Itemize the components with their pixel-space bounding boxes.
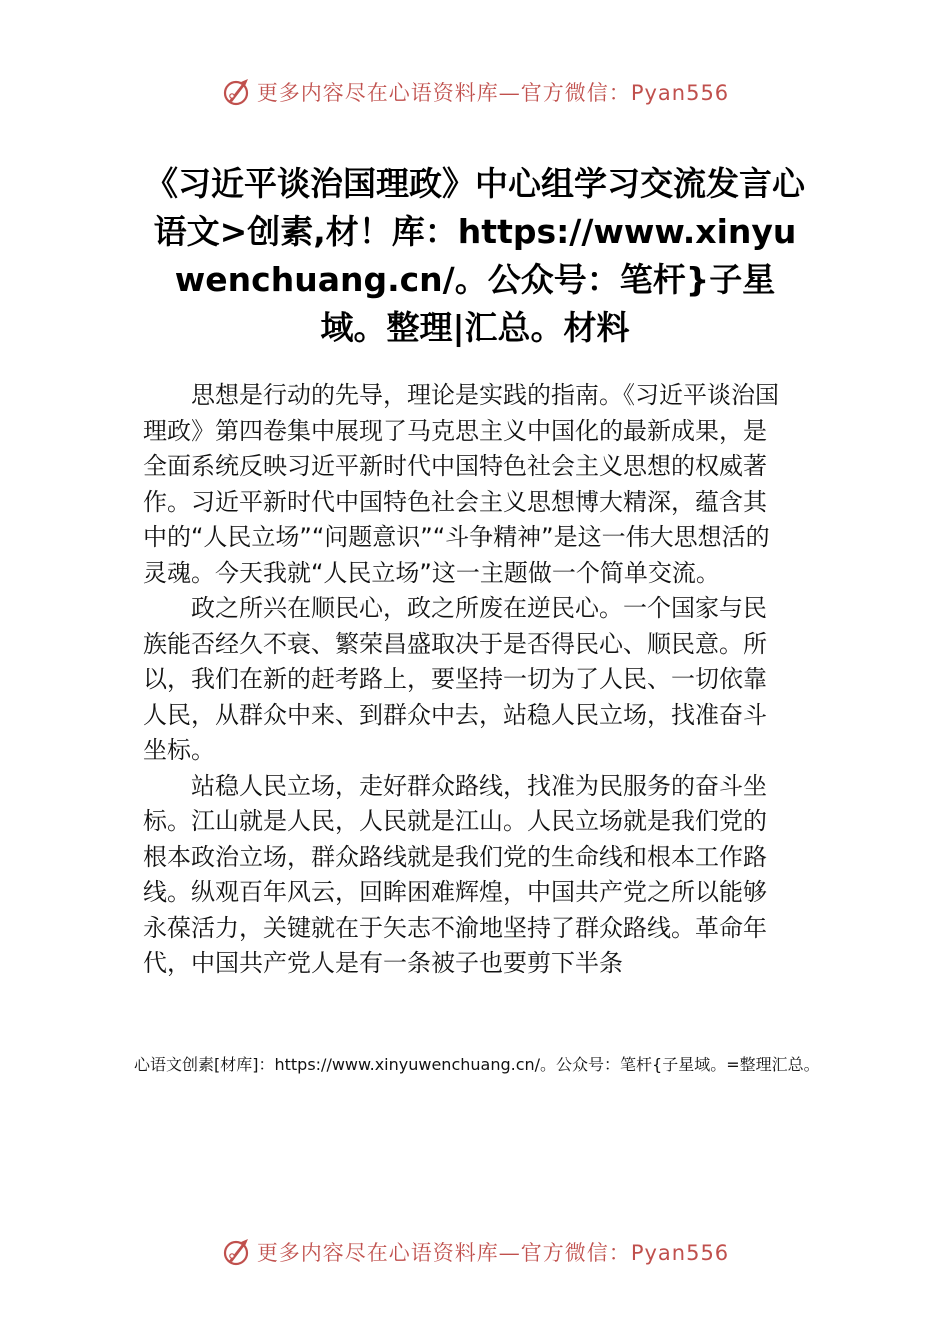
header-banner-text: [257, 77, 729, 107]
footer-banner-text: [257, 1237, 729, 1267]
paragraph: 政之所兴在顺民心，政之所废在逆民心。一个国家与民族能否经久不衰、繁荣昌盛取决于是否得民心、顺民意。所以，我们在新的赶考路上，要坚持一切为了人民、一切依靠人民，从群众中来、到群众中去，站稳人民立场，找准奋斗坐标。: [143, 594, 767, 764]
document-title: 《习近平谈治国理政》中心组学习交流发言心语文>创素,材！库：https://www.xinyuwenchuang.cn/。公众号：笔杆}子星域。整理|汇总。材料: [145, 164, 805, 347]
footer-banner-label: 更多内容尽在心语资料库—官方微信：: [256, 1241, 631, 1265]
header-banner-label: 更多内容尽在心语资料库—官方微信：: [256, 81, 631, 105]
footer-banner: [0, 1232, 950, 1272]
document-body: [143, 378, 785, 982]
footer-wechat-id: Pyan556: [630, 1241, 730, 1265]
paragraph: 思想是行动的先导，理论是实践的指南。《习近平谈治国理政》第四卷集中展现了马克思主义中国化的最新成果，是全面系统反映习近平新时代中国特色社会主义思想的权威著作。习近平新时代中国特色社会主义思想博大精深，蕴含其中的“人民立场”“问题意识”“斗争精神”是这一伟大思想活的灵魂。今天我就“人民立场”这一主题做一个简单交流。: [143, 381, 779, 587]
source-footnote: 心语文创素[材库]：https://www.xinyuwenchuang.cn/。公众号：笔杆{子星域。=整理汇总。: [134, 1055, 820, 1074]
header-banner: [0, 72, 950, 112]
header-wechat-id: Pyan556: [630, 81, 730, 105]
quill-pen-logo-icon: [221, 1237, 251, 1267]
paragraph: 站稳人民立场，走好群众路线，找准为民服务的奋斗坐标。江山就是人民，人民就是江山。人民立场就是我们党的根本政治立场，群众路线就是我们党的生命线和根本工作路线。纵观百年风云，回眸困难辉煌，中国共产党之所以能够永葆活力，关键就在于矢志不渝地坚持了群众路线。革命年代，中国共产党人是有一条被子也要剪下半条: [143, 771, 767, 977]
quill-pen-logo-icon: [221, 77, 251, 107]
